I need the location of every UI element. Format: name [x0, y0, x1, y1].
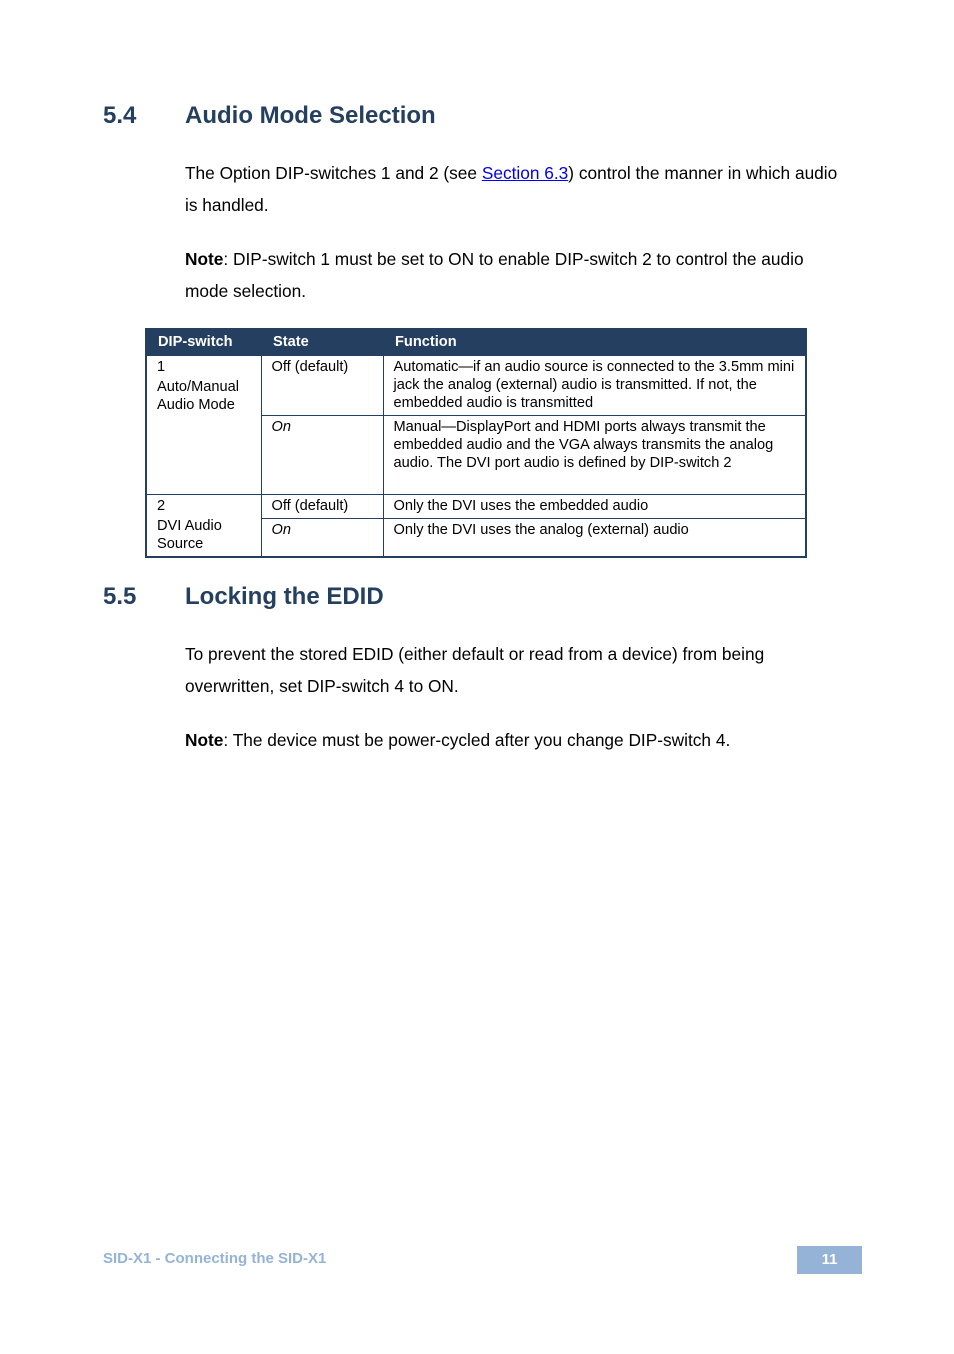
- page-number: 11: [797, 1246, 862, 1274]
- switch-cell: [146, 355, 261, 495]
- header-state: State: [261, 329, 383, 355]
- switch-name-line1: DVI Audio: [157, 518, 222, 534]
- header-function: Function: [383, 329, 806, 355]
- function-cell: Automatic—if an audio source is connected to the 3.5mm mini jack the analog (external) audio is transmitted. If not, the embedded audio is transmitted: [383, 355, 806, 416]
- note-text: : DIP-switch 1 must be set to ON to enable DIP-switch 2 to control the audio mode selection.: [185, 249, 804, 301]
- section-number: 5.5: [103, 583, 137, 610]
- function-cell: Only the DVI uses the analog (external) audio: [383, 519, 806, 558]
- intro-paragraph: [185, 158, 845, 221]
- table-row: [146, 495, 806, 519]
- state-cell: On: [261, 519, 383, 558]
- section-title: Locking the EDID: [185, 583, 384, 610]
- state-cell: On: [261, 416, 383, 495]
- header-dip-switch: DIP-switch: [146, 329, 261, 355]
- switch-cell: [146, 495, 261, 558]
- note-label: Note: [185, 249, 224, 269]
- switch-name-line1: Auto/Manual: [157, 379, 239, 395]
- state-cell: Off (default): [261, 355, 383, 416]
- switch-name-line2: Source: [157, 536, 204, 552]
- dip-switch-table: [145, 328, 807, 558]
- function-cell: Manual—DisplayPort and HDMI ports always transmit the embedded audio and the VGA always transmits the analog audio. The DVI port audio is defined by DIP-switch 2: [383, 416, 806, 495]
- section-6-3-link[interactable]: Section 6.3: [481, 163, 569, 183]
- footer-title: SID-X1 - Connecting the SID-X1: [103, 1250, 327, 1267]
- table-row: [146, 355, 806, 416]
- section-title: Audio Mode Selection: [185, 102, 436, 129]
- function-cell: Only the DVI uses the embedded audio: [383, 495, 806, 519]
- note-paragraph-audio: [185, 244, 845, 307]
- section-number: 5.4: [103, 102, 137, 129]
- note-paragraph-edid: [185, 725, 845, 757]
- switch-name-line2: Audio Mode: [157, 397, 235, 413]
- switch-number: 2: [157, 498, 166, 514]
- note-label: Note: [185, 730, 224, 750]
- switch-number: 1: [157, 359, 166, 375]
- section-heading-5-5: [103, 583, 384, 611]
- intro-text-end: ) control the manner in which audio is handled.: [185, 163, 838, 215]
- edid-paragraph: To prevent the stored EDID (either default or read from a device) from being overwritten, set DIP-switch 4 to ON.: [185, 644, 765, 696]
- section-heading-5-4: [103, 102, 436, 130]
- intro-text-start: The Option DIP-switches 1 and 2 (see: [185, 163, 482, 183]
- table-header-row: [146, 329, 806, 355]
- state-cell: Off (default): [261, 495, 383, 519]
- note-text: : The device must be power-cycled after you change DIP-switch 4.: [223, 730, 731, 750]
